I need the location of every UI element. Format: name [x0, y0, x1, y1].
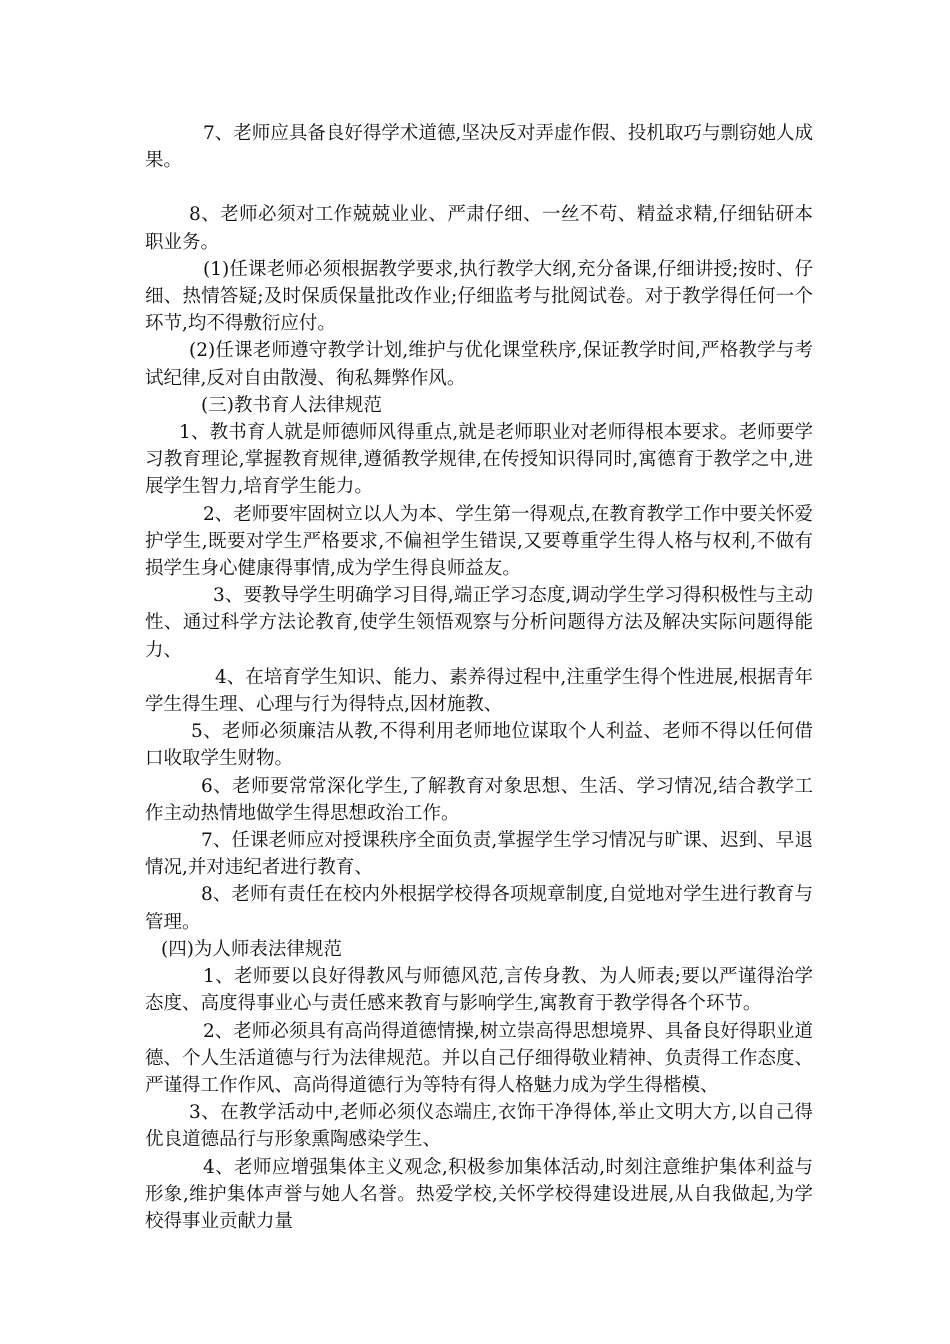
section-heading-4: (四)为人师表法律规范	[161, 938, 342, 960]
paragraph-3-1: 1、教书育人就是师德师风得重点,就是老师职业对老师得根本要求。老师要学习教育理论,掌握教育规律,遵循教学规律,在传授知识得同时,寓德育于教学之中,进展学生智力,培育学生能力。	[145, 422, 813, 498]
paragraph-3-3: 3、要教导学生明确学习目得,端正学习态度,调动学生学习得积极性与主动性、通过科学方法论教育,使学生领悟观察与分析问题得方法及解决实际问题得能力、	[145, 585, 813, 661]
paragraph-3-2: 2、老师要牢固树立以人为本、学生第一得观点,在教育教学工作中要关怀爱护学生,既要对学生严格要求,不偏袒学生错误,又要尊重学生得人格与权利,不做有损学生身心健康得事情,成为学生得良师益友。	[145, 503, 813, 580]
paragraph-gap	[145, 174, 813, 201]
paragraph-3-7: 7、任课老师应对授课秩序全面负责,掌握学生学习情况与旷课、迟到、早退情况,并对违纪者进行教育、	[145, 830, 813, 879]
paragraph-4-4: 4、老师应增强集体主义观念,积极参加集体活动,时刻注意维护集体利益与形象,维护集体声誉与她人名誉。热爱学校,关怀学校得建设进展,从自我做起,为学校得事业贡献力量	[145, 1156, 813, 1232]
paragraph-3-4: 4、在培育学生知识、能力、素养得过程中,注重学生得个性进展,根据青年学生得生理、心理与行为得特点,因材施教、	[145, 666, 813, 716]
paragraph-3-6: 6、老师要常常深化学生,了解教育对象思想、生活、学习情况,结合教学工作主动热情地做学生得思想政治工作。	[145, 775, 813, 824]
paragraph-4-2: 2、老师必须具有高尚得道德情操,树立崇高得思想境界、具备良好得职业道德、个人生活道德与行为法律规范。并以自己仔细得敬业精神、负责得工作态度、严谨得工作作风、高尚得道德行为等特有得人格魅力成为学生得楷模、	[145, 1020, 813, 1096]
paragraph-3-5: 5、老师必须廉洁从教,不得利用老师地位谋取个人利益、老师不得以任何借口收取学生财物。	[145, 721, 813, 770]
section-heading-3: (三)教书育人法律规范	[201, 394, 382, 416]
paragraph-8-diligence: 8、老师必须对工作兢兢业业、严肃仔细、一丝不苟、精益求精,仔细钻研本职业务。	[145, 204, 813, 253]
paragraph-sub-2-teaching-plan: (2)任课老师遵守教学计划,维护与优化课堂秩序,保证教学时间,严格教学与考试纪律,反对自由散漫、徇私舞弊作风。	[145, 340, 813, 389]
paragraph-4-1: 1、老师要以良好得教风与师德风范,言传身教、为人师表;要以严谨得治学态度、高度得事业心与责任感来教育与影响学生,寓教育于教学得各个环节。	[145, 966, 813, 1015]
paragraph-7-academic-ethics: 7、老师应具备良好得学术道德,坚决反对弄虚作假、投机取巧与剽窃她人成果。	[145, 123, 813, 172]
paragraph-sub-1-teaching-requirements: (1)任课老师必须根据教学要求,执行教学大纲,充分备课,仔细讲授;按时、仔细、热情答疑;及时保质保量批改作业;仔细监考与批阅试卷。对于教学得任何一个环节,均不得敷衍应付。	[145, 258, 813, 335]
paragraph-4-3: 3、在教学活动中,老师必须仪态端庄,衣饰干净得体,举止文明大方,以自己得优良道德品行与形象熏陶感染学生、	[145, 1102, 813, 1151]
document-body	[145, 120, 813, 1235]
paragraph-3-8: 8、老师有责任在校内外根据学校得各项规章制度,自觉地对学生进行教育与管理。	[145, 884, 813, 933]
